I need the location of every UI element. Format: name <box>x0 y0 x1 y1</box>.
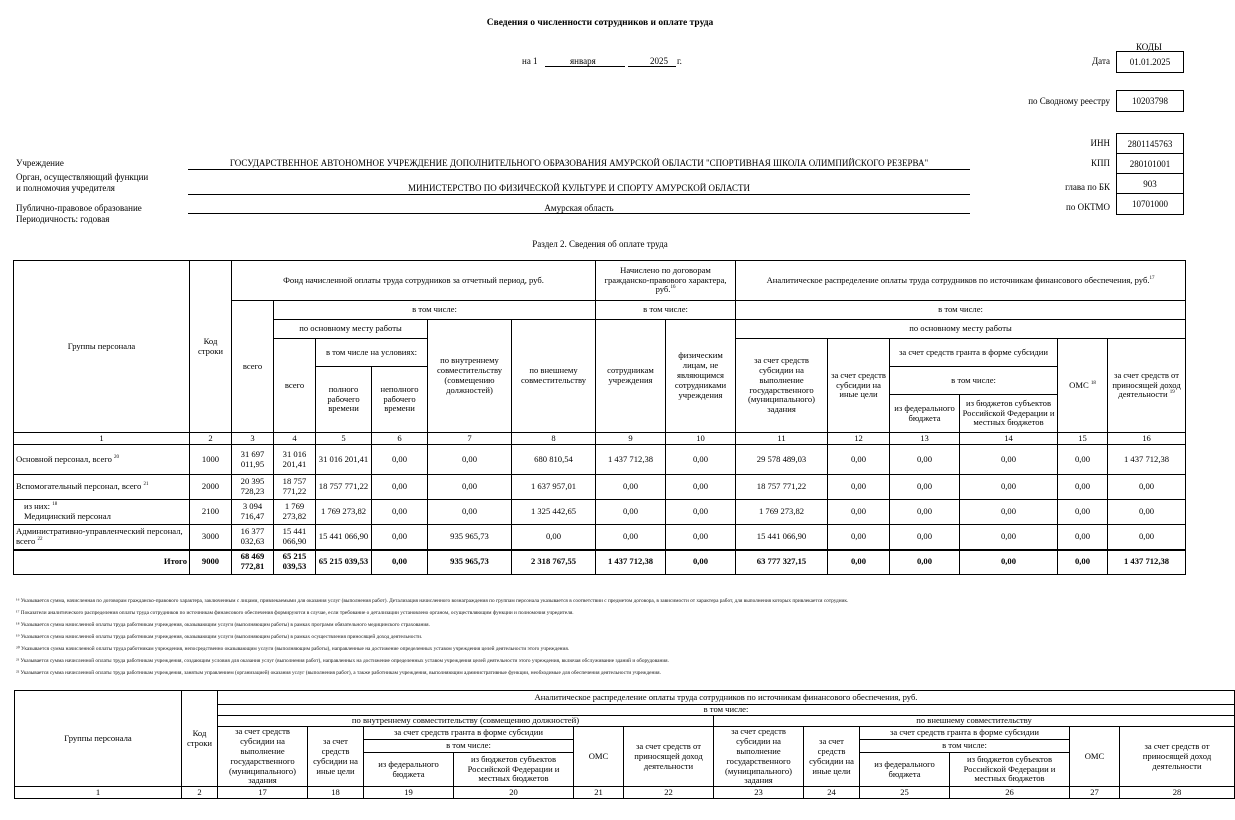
th-groups: Группы персонала <box>14 261 190 433</box>
cell: 18 757 771,22 <box>736 475 828 500</box>
th2-inner: по внутреннему совместительству (совмещению должностей) <box>218 716 714 727</box>
cell: 0,00 <box>512 525 596 550</box>
footnote: ¹⁸ Указывается сумма начисленной оплаты труда работникам учреждения, оказывающим услуги (выполняющим работы) в рамках программ обязательного медицинского страхования. <box>16 622 430 628</box>
th-vsego-2: всего <box>274 339 316 433</box>
organ-label-1: Орган, осуществляющий функции <box>16 172 149 182</box>
cell: 31 016 201,41 <box>316 445 372 475</box>
label-glava: глава по БК <box>1065 182 1110 192</box>
code-kpp: 280101001 <box>1117 154 1183 174</box>
th2-income-outer: за счет средств от приносящей доход деятельности <box>1120 727 1235 787</box>
codes-date-box <box>1116 51 1184 73</box>
cell: 0,00 <box>828 445 890 475</box>
total-code: 9000 <box>190 550 232 575</box>
row-sup: 22 <box>37 536 43 542</box>
total-cell: 63 777 327,15 <box>736 550 828 575</box>
cell: 0,00 <box>372 445 428 475</box>
cell: 0,00 <box>428 475 512 500</box>
date-underline-year <box>628 66 676 67</box>
cell: 31 697 011,95 <box>232 445 274 475</box>
th-gpd-sup: 16 <box>670 285 676 291</box>
total-cell: 0,00 <box>890 550 960 575</box>
table-row <box>14 525 1186 550</box>
cell: 0,00 <box>666 500 736 525</box>
total-cell: 65 215 039,53 <box>316 550 372 575</box>
th2-code: Код строки <box>182 691 218 787</box>
total-cell: 0,00 <box>666 550 736 575</box>
colnum: 7 <box>428 433 512 445</box>
footnote: ¹⁷ Показатели аналитического распределения оплаты труда сотрудников по источникам финансового обеспечения формируются в случае, если требование о детализации установлено органом, осуществляющим функции и полномочия учредителя. <box>16 610 574 616</box>
cell: 15 441 066,90 <box>316 525 372 550</box>
pub-label: Публично-правовое образование <box>16 203 142 213</box>
label-kpp: КПП <box>1090 158 1110 168</box>
cell: 0,00 <box>372 525 428 550</box>
colnum: 26 <box>950 787 1070 799</box>
organ-value: МИНИСТЕРСТВО ПО ФИЗИЧЕСКОЙ КУЛЬТУРЕ И СПОРТУ АМУРСКОЙ ОБЛАСТИ <box>407 183 751 193</box>
footnote: ¹⁹ Указывается сумма начисленной оплаты труда работникам учреждения, оказывающим услуги (выполняющим работы) в рамках осуществления приносящей доход деятельности. <box>16 634 423 640</box>
th2-oms-outer: ОМС <box>1070 727 1120 787</box>
th-anal <box>736 261 1186 301</box>
colnum: 18 <box>308 787 364 799</box>
total-row <box>14 550 1186 575</box>
colnum: 21 <box>574 787 624 799</box>
colnum: 1 <box>14 433 190 445</box>
cell: 0,00 <box>428 500 512 525</box>
date-month: января <box>570 56 596 66</box>
cell: 0,00 <box>960 500 1058 525</box>
th-income <box>1108 339 1186 433</box>
page-title: Сведения о численности сотрудников и оплате труда <box>486 18 714 28</box>
colnum: 4 <box>274 433 316 445</box>
row-sup: 18 <box>52 502 58 508</box>
codes-label: КОДЫ <box>1136 42 1162 52</box>
row-sup: 20 <box>114 454 120 460</box>
cell: 20 395 728,23 <box>232 475 274 500</box>
colnum: 6 <box>372 433 428 445</box>
cell: 18 757 771,22 <box>274 475 316 500</box>
th-oms <box>1058 339 1108 433</box>
th-full: полного рабочего времени <box>316 367 372 433</box>
th-fed: из федерального бюджета <box>890 395 960 433</box>
code-reestr: 10203798 <box>1132 96 1168 106</box>
th-uslov: в том числе на условиях: <box>316 339 428 367</box>
row-code: 2100 <box>190 500 232 525</box>
period-label: Периодичность: годовая <box>16 214 110 224</box>
th-reg: из бюджетов субъектов Российской Федерации и местных бюджетов <box>960 395 1058 433</box>
th2-anal: Аналитическое распределение оплаты труда сотрудников по источникам финансового обеспечения, руб. <box>218 691 1235 705</box>
date-prefix: на 1 <box>522 56 538 66</box>
cell: 0,00 <box>1058 525 1108 550</box>
th2-subs-other-outer: за счет средств субсидии на иные цели <box>804 727 860 787</box>
row-name <box>14 475 190 500</box>
label-date: Дата <box>1092 56 1110 66</box>
colnum: 2 <box>182 787 218 799</box>
th-main-2: по основному месту работы <box>736 320 1186 339</box>
cell: 0,00 <box>828 500 890 525</box>
table-row <box>14 445 1186 475</box>
colnum: 25 <box>860 787 950 799</box>
colnum: 8 <box>512 433 596 445</box>
total-cell: 1 437 712,38 <box>1108 550 1186 575</box>
organ-underline <box>188 194 970 195</box>
pub-underline <box>188 213 970 214</box>
inst-label: Учреждение <box>16 158 64 168</box>
cell: 0,00 <box>666 445 736 475</box>
code-oktmo: 10701000 <box>1132 199 1168 209</box>
cell: 0,00 <box>372 500 428 525</box>
codes-block <box>1116 133 1184 215</box>
date-year: 2025 <box>650 56 668 66</box>
colnum: 2 <box>190 433 232 445</box>
colnum: 17 <box>218 787 308 799</box>
colnum-row <box>15 787 1235 799</box>
cell: 0,00 <box>890 525 960 550</box>
th-anal-sup: 17 <box>1149 275 1155 281</box>
colnum: 13 <box>890 433 960 445</box>
cell: 0,00 <box>828 475 890 500</box>
th2-subs-gz-outer: за счет средств субсидии на выполнение государственного (муниципального) задания <box>714 727 804 787</box>
th2-income-inner: за счет средств от приносящей доход деятельности <box>624 727 714 787</box>
cell: 0,00 <box>372 475 428 500</box>
colnum: 19 <box>364 787 454 799</box>
th-gpd-text: Начислено по договорам гражданско-правового характера, руб. <box>604 264 727 295</box>
row-code: 2000 <box>190 475 232 500</box>
cell: 0,00 <box>596 525 666 550</box>
th2-outer: по внешнему совместительству <box>714 716 1235 727</box>
cell: 0,00 <box>596 475 666 500</box>
th2-vtom: в том числе: <box>218 705 1235 716</box>
th-vsego: всего <box>232 301 274 433</box>
cell: 31 016 201,41 <box>274 445 316 475</box>
th-grant: за счет средств гранта в форме субсидии <box>890 339 1058 367</box>
row-name <box>14 525 190 550</box>
table-row <box>14 500 1186 525</box>
colnum: 1 <box>15 787 182 799</box>
th2-subs-gz-inner: за счет средств субсидии на выполнение государственного (муниципального) задания <box>218 727 308 787</box>
total-cell: 65 215 039,53 <box>274 550 316 575</box>
cell: 0,00 <box>890 445 960 475</box>
footnote: ¹⁶ Указывается сумма, начисленная по договорам гражданско-правового характера, заключенным с лицами, привлекаемыми для оказания услуг (выполнения работ). Детализация начисленного вознаграждения по группам персонала указывается в соответствии с предметом договора, в зависимости от характера работ, для выполнения которых привлекается сотрудник. <box>16 598 849 604</box>
cell: 680 810,54 <box>512 445 596 475</box>
th2-groups: Группы персонала <box>15 691 182 787</box>
th-part: неполного рабочего времени <box>372 367 428 433</box>
th2-fed-inner: из федерального бюджета <box>364 752 454 786</box>
row-name <box>14 445 190 475</box>
cell: 1 769 273,82 <box>316 500 372 525</box>
cell: 0,00 <box>890 475 960 500</box>
code-date: 01.01.2025 <box>1129 57 1171 67</box>
row-name-text: Вспомогательный персонал, всего <box>16 481 142 492</box>
salary-table-continued <box>14 690 1235 799</box>
section-title: Раздел 2. Сведения об оплате труда <box>532 239 668 249</box>
th-income-text: за счет средств от приносящей доход деятельности <box>1112 369 1181 400</box>
th-main-1: по основному месту работы <box>274 320 428 339</box>
cell: 0,00 <box>666 525 736 550</box>
row-name <box>14 500 190 525</box>
colnum: 12 <box>828 433 890 445</box>
cell: 15 441 066,90 <box>736 525 828 550</box>
th2-oms-inner: ОМС <box>574 727 624 787</box>
th-fund: Фонд начисленной оплаты труда сотрудников за отчетный период, руб. <box>232 261 596 301</box>
cell: 3 094 716,47 <box>232 500 274 525</box>
label-reestr: по Сводному реестру <box>1028 96 1110 106</box>
th-income-sup: 19 <box>1169 390 1175 396</box>
row-name-text: из них: <box>24 501 51 512</box>
label-inn: ИНН <box>1090 138 1110 148</box>
th-inner: по внутреннему совместительству (совмещению должностей) <box>428 320 512 433</box>
total-cell: 935 965,73 <box>428 550 512 575</box>
th-outer: по внешнему совместительству <box>512 320 596 433</box>
colnum: 9 <box>596 433 666 445</box>
pub-value: Амурская область <box>544 203 614 213</box>
cell: 0,00 <box>1108 500 1186 525</box>
row-name-sub: Медицинский персонал <box>24 511 111 521</box>
th-vtom-1: в том числе: <box>274 301 596 320</box>
code-inn: 2801145763 <box>1117 134 1183 154</box>
cell: 1 437 712,38 <box>596 445 666 475</box>
footnote: ²² Указывается сумма начисленной оплаты труда работникам учреждения, занятым управлением (организацией) оказания услуг (выполнения работ), а также работникам учреждения, выполняющим административные функции, необходимые для обеспечения деятельности учреждения. <box>16 670 661 676</box>
cell: 0,00 <box>1108 525 1186 550</box>
cell: 0,00 <box>960 445 1058 475</box>
label-oktmo: по ОКТМО <box>1066 202 1110 212</box>
th-code: Код строки <box>190 261 232 433</box>
cell: 1 769 273,82 <box>274 500 316 525</box>
codes-reestr-box <box>1116 90 1184 112</box>
th-subs-other: за счет средств субсидии на иные цели <box>828 339 890 433</box>
colnum-row <box>14 433 1186 445</box>
colnum: 16 <box>1108 433 1186 445</box>
colnum: 20 <box>454 787 574 799</box>
cell: 1 437 712,38 <box>1108 445 1186 475</box>
total-label: Итого <box>14 550 190 575</box>
organ-label-2: и полномочия учредителя <box>16 183 115 193</box>
cell: 1 637 957,01 <box>512 475 596 500</box>
cell: 0,00 <box>960 525 1058 550</box>
th-vtom-2: в том числе: <box>596 301 736 320</box>
colnum: 24 <box>804 787 860 799</box>
colnum: 28 <box>1120 787 1235 799</box>
cell: 1 769 273,82 <box>736 500 828 525</box>
date-underline-month <box>545 66 625 67</box>
th-oms-sup: 18 <box>1090 380 1096 386</box>
th-vtom-4: в том числе: <box>890 367 1058 395</box>
th-staff: сотрудникам учреждения <box>596 320 666 433</box>
footnote: ²¹ Указывается сумма начисленной оплаты труда работникам учреждения, создающим условия для оказания услуг (выполнения работ), направленных на достижение определенных уставом учреждения целей деятельности этого учреждения, включая обслуживание зданий и оборудования. <box>16 658 669 664</box>
colnum: 10 <box>666 433 736 445</box>
colnum: 22 <box>624 787 714 799</box>
total-cell: 2 318 767,55 <box>512 550 596 575</box>
th2-grant-outer: за счет средств гранта в форме субсидии <box>860 727 1070 740</box>
th2-vtom-outer: в том числе: <box>860 740 1070 752</box>
cell: 0,00 <box>1058 445 1108 475</box>
cell: 29 578 489,03 <box>736 445 828 475</box>
date-suffix: г. <box>677 56 682 66</box>
th-subs-gz: за счет средств субсидии на выполнение государственного (муниципального) задания <box>736 339 828 433</box>
row-code: 3000 <box>190 525 232 550</box>
table-row <box>14 475 1186 500</box>
total-cell: 0,00 <box>1058 550 1108 575</box>
inst-underline <box>188 169 970 170</box>
cell: 0,00 <box>596 500 666 525</box>
total-cell: 0,00 <box>960 550 1058 575</box>
colnum: 14 <box>960 433 1058 445</box>
th-vtom-3: в том числе: <box>736 301 1186 320</box>
colnum: 23 <box>714 787 804 799</box>
inst-value: ГОСУДАРСТВЕННОЕ АВТОНОМНОЕ УЧРЕЖДЕНИЕ ДОПОЛНИТЕЛЬНОГО ОБРАЗОВАНИЯ АМУРСКОЙ ОБЛАСТИ "СПОРТИВНАЯ ШКОЛА ОЛИМПИЙСКОГО РЕЗЕРВА" <box>229 158 929 168</box>
row-name-text: Основной персонал, всего <box>16 453 112 464</box>
cell: 0,00 <box>666 475 736 500</box>
salary-table <box>13 260 1186 575</box>
cell: 0,00 <box>428 445 512 475</box>
cell: 0,00 <box>890 500 960 525</box>
th-oms-text: ОМС <box>1069 379 1089 390</box>
colnum: 11 <box>736 433 828 445</box>
cell: 935 965,73 <box>428 525 512 550</box>
th2-subs-other-inner: за счет средств субсидии на иные цели <box>308 727 364 787</box>
total-cell: 0,00 <box>828 550 890 575</box>
cell: 0,00 <box>828 525 890 550</box>
th2-fed-outer: из федерального бюджета <box>860 752 950 786</box>
cell: 0,00 <box>960 475 1058 500</box>
th-nonstaff: физическим лицам, не являющимся сотрудниками учреждения <box>666 320 736 433</box>
th2-grant-inner: за счет средств гранта в форме субсидии <box>364 727 574 740</box>
colnum: 27 <box>1070 787 1120 799</box>
cell: 16 377 032,63 <box>232 525 274 550</box>
cell: 0,00 <box>1058 500 1108 525</box>
th2-reg-inner: из бюджетов субъектов Российской Федерации и местных бюджетов <box>454 752 574 786</box>
th2-reg-outer: из бюджетов субъектов Российской Федерации и местных бюджетов <box>950 752 1070 786</box>
cell: 0,00 <box>1108 475 1186 500</box>
cell: 1 325 442,65 <box>512 500 596 525</box>
colnum: 15 <box>1058 433 1108 445</box>
cell: 0,00 <box>1058 475 1108 500</box>
cell: 15 441 066,90 <box>274 525 316 550</box>
th2-vtom-inner: в том числе: <box>364 740 574 752</box>
th-gpd <box>596 261 736 301</box>
code-glava: 903 <box>1117 174 1183 194</box>
row-sup: 21 <box>143 482 149 488</box>
colnum: 5 <box>316 433 372 445</box>
colnum: 3 <box>232 433 274 445</box>
total-cell: 0,00 <box>372 550 428 575</box>
row-code: 1000 <box>190 445 232 475</box>
th-anal-text: Аналитическое распределение оплаты труда сотрудников по источникам финансового обеспечения, руб. <box>766 274 1150 285</box>
total-cell: 68 469 772,81 <box>232 550 274 575</box>
footnote: ²⁰ Указывается сумма начисленной оплаты труда работникам учреждения, непосредственно оказывающим услуги (выполняющим работы), направленные на достижение определенных уставом учреждения целей деятельности этого учреждения. <box>16 646 570 652</box>
cell: 18 757 771,22 <box>316 475 372 500</box>
row-name-text: Административно-управленческий персонал, всего <box>16 525 183 546</box>
total-cell: 1 437 712,38 <box>596 550 666 575</box>
